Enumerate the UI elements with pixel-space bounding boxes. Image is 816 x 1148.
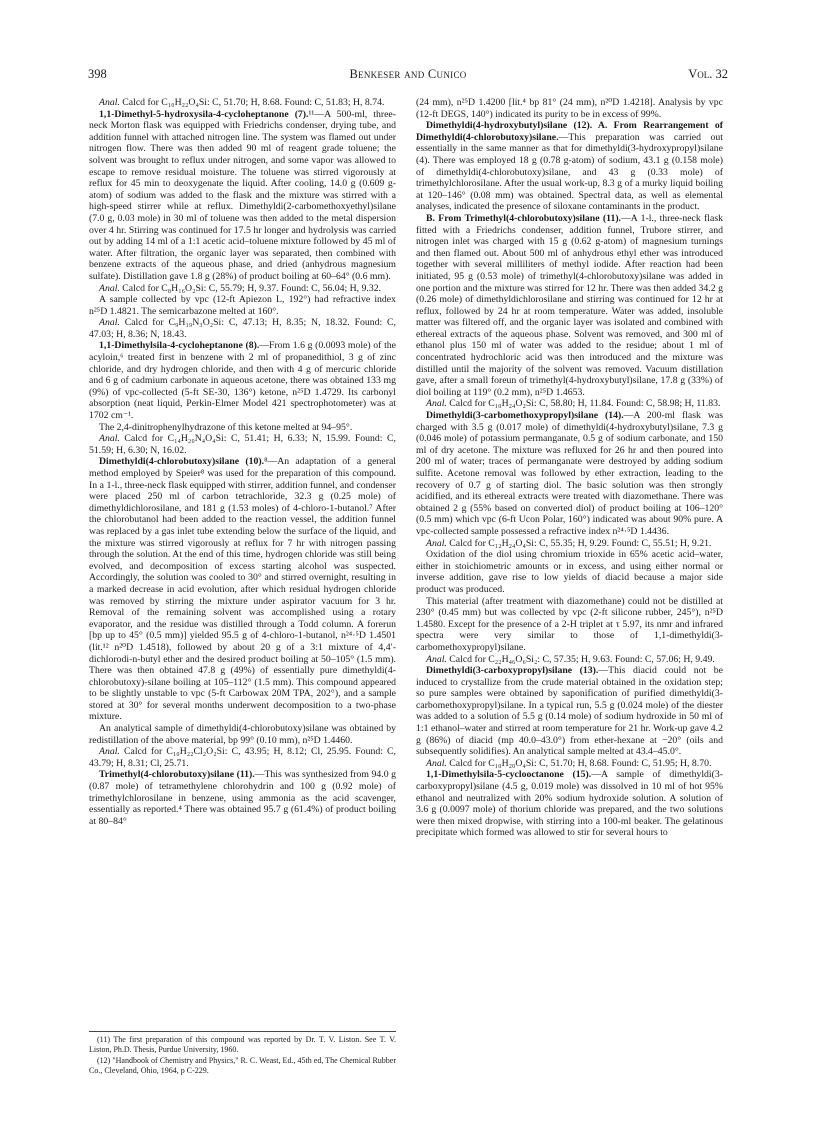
analysis-label: Anal. — [426, 653, 447, 665]
analysis-label: Anal. — [426, 537, 447, 549]
footnotes — [89, 1031, 396, 1077]
page-number: 398 — [88, 67, 107, 81]
analysis-label: Anal. — [99, 433, 120, 445]
paragraph-text: A sample collected by vpc (12-ft Apiezon L, 192°) had refractive index n²⁵D 1.4821. The semicarbazone melted at 160°. — [89, 294, 396, 317]
paragraph — [89, 422, 396, 434]
paragraph-text: Calcd for C₁₂H₂₄O₄Si: C, 55.35; H, 9.29. Found: C, 55.51; H, 9.21. — [446, 537, 712, 549]
paragraph — [89, 294, 396, 317]
paragraph — [416, 654, 723, 666]
paragraph — [89, 340, 396, 421]
analysis-label: Anal. — [99, 746, 120, 758]
paragraph — [89, 456, 396, 723]
section-heading: Dimethyldi(4-chlorobutoxy)silane (10). — [99, 456, 265, 468]
section-heading: Dimethyldi(3-carbomethoxypropyl)silane (14). — [426, 410, 624, 422]
paragraph — [416, 769, 723, 839]
paragraph-text: Calcd for C₁₀H₂₄O₂Si: C, 58.80; H, 11.84. Found: C, 58.98; H, 11.83. — [446, 398, 721, 410]
analysis-label: Anal. — [99, 97, 120, 108]
analysis-label: Anal. — [99, 282, 120, 294]
paragraph — [416, 758, 723, 770]
paragraph — [416, 549, 723, 595]
paragraph — [416, 120, 723, 213]
footnote: (11) The first preparation of this compound was reported by Dr. T. V. Liston. See T. V. Liston, Ph.D. Thesis, Purdue University, 1960. — [89, 1035, 396, 1054]
paragraph-text: ⁸—An adaptation of a general method employed by Speier⁸ was used for the preparation of this compound. In a 1-l., three-neck flask equipped with stirrer, addition funnel, and condenser were placed 250 ml of carbon tetrachloride, 32.3 g (0.25 mole) of dimethyldichlorosilane, and 181 g (1.53 moles) of 4-chloro-1-butanol.⁷ After the chlorobutanol had been added to the reaction vessel, the addition funnel was replaced by a gas inlet tube extending below the surface of the liquid, and the mixture was stirred vigorously at reflux for 7 hr with nitrogen passing through the solution. At the end of this time, hydrogen chloride was still being evolved, and decomposition of excess starting alcohol was suspected. Accordingly, the solution was cooled to 30° and stirred overnight, resulting in a marked decrease in acid evolution, after which residual hydrogen chloride was removed by stirring the mixture under aspirator vacuum for 3 hr. Removal of the remaining solvent was accomplished using a rotary evaporator, and the residue was distilled through a Todd column. A forerun [bp up to 45° (0.5 mm)] yielded 95.5 g of 4-chloro-1-butanol, n²⁴·⁵D 1.4501 (lit.¹² n²⁰D 1.4518), followed by about 20 g of a 3:1 mixture of 4,4′-dichlorodi-n-butyl ether and the desired product boiling at 50–105° (1.5 mm). There was then obtained 47.8 g (49%) of essentially pure dimethyldi(4-chlorobutoxy)-silane boiling at 105–112° (1.5 mm). This compound appeared to be slightly unstable to vpc (5-ft Carbowax 20M TPA, 202°), and a sample stored at 30° for several months underwent decomposition to a two-phase mixture. — [89, 456, 397, 723]
right-column — [416, 97, 723, 839]
paragraph-text: —A 1-l., three-neck flask fitted with a Friedrichs condenser, addition funnel, Trubore stirrer, and nitrogen inlet was charged with 15 g (0.62 g-atom) of magnesium turnings and then flamed out. About 500 ml of anhydrous ethyl ether was introduced together with several milliliters of methyl iodide. After reaction had been initiated, 95 g (0.53 mole) of trimethyl(4-chlorobutoxy)silane was added in one portion and the mixture was stirred for 12 hr. There was then added 34.2 g (0.26 mole) of dimethyldichlorosilane and stirring was continued for 12 hr at reflux, followed by 24 hr at room temperature. Water was added, insoluble matter was filtered off, and the organic layer was isolated and combined with ethereal extracts of the aqueous phase. Solvent was removed, and 300 ml of ethanol plus 150 ml of water was added to the residue; about 1 ml of concentrated hydrochloric acid was then introduced and the mixture was distilled until the majority of the solvent was removed. Vacuum distillation gave, after a small foreun of trimethyl(4-hydroxybutyl)silane, 17.8 g (33%) of diol boiling at 119° (0.2 mm), n²⁵D 1.4653. — [416, 212, 723, 398]
section-heading: 1,1-Dimethyl-5-hydroxysila-4-cycloheptanone (7). — [99, 108, 309, 120]
paragraph-text: Calcd for C₁₀H₂₂Cl₂O₂Si: C, 43.95; H, 8.12; Cl, 25.95. Found: C, 43.79; H, 8.31; Cl, 25.71. — [89, 746, 396, 769]
paragraph — [416, 410, 723, 538]
running-header — [88, 67, 728, 83]
paragraph-text: An analytical sample of dimethyldi(4-chlorobutoxy)silane was obtained by redistillation of the above material, bp 99° (0.10 mm), n²⁵D 1.4460. — [89, 723, 396, 746]
left-column — [89, 97, 396, 827]
paragraph — [89, 109, 396, 283]
paragraph — [416, 538, 723, 550]
paragraph-text: Calcd for C₈H₁₆O₂Si: C, 55.79; H, 9.37. Found: C, 56.04; H, 9.32. — [119, 282, 382, 294]
paragraph-text: Calcd for C₁₀H₂₂O₄Si: C, 51.70; H, 8.68. Found: C, 51.83; H, 8.74. — [119, 97, 385, 108]
paragraph — [416, 665, 723, 758]
paragraph — [416, 213, 723, 399]
paragraph — [89, 746, 396, 769]
analysis-label: Anal. — [426, 757, 447, 769]
paragraph — [89, 283, 396, 295]
paragraph-text: Calcd for C₉H₁₉N₃O₂Si: C, 47.13; H, 8.35; N, 18.32. Found: C, 47.03; H, 8.36; N, 18.43. — [89, 317, 396, 340]
paragraph — [89, 317, 396, 340]
paragraph-text: —From 1.6 g (0.0093 mole) of the acyloin,⁶ treated first in benzene with 2 ml of propanedithiol, 3 g of zinc chloride, and dry hydrogen chloride, and then with 4 g of mercuric chloride and 6 g of cadmium carbonate in aqueous acetone, there was obtained 133 mg (9%) of vpc-collected (5-ft SE-30, 136°) ketone, n²⁵D 1.4729. Its carbonyl absorption (neat liquid, Perkin-Elmer Model 421 spectrophotometer) was at 1702 cm⁻¹. — [89, 340, 396, 422]
paragraph — [416, 596, 723, 654]
paragraph-text: The 2,4-dinitrophenylhydrazone of this ketone melted at 94–95°. — [99, 421, 353, 433]
analysis-label: Anal. — [99, 317, 120, 329]
section-heading: Trimethyl(4-chlorobutoxy)silane (11). — [99, 769, 255, 781]
volume-label: Vol. 32 — [688, 67, 728, 81]
paragraph-text: —This preparation was carried out essentially in the same manner as that for dimethyldi(3-hydroxypropyl)silane (4). There was employed 18 g (0.78 g-atom) of sodium, 43.1 g (0.158 mole) of dimethyldi(4-chlorobutoxy)silane, and 43 g (0.33 mole) of trimethylchlorosilane. After the usual work-up, 8.3 g of a murky liquid boiling at 120–146° (0.08 mm) was obtained. Spectral data, as well as elemental analyses, indicated the presence of siloxane contaminants in the product. — [416, 131, 723, 213]
paragraph-text: Calcd for C₁₄H₂₀N₄O₄Si: C, 51.41; H, 6.33; N, 15.99. Found: C, 51.59; H, 6.30; N, 16.02. — [89, 433, 396, 456]
analysis-label: Anal. — [426, 398, 447, 410]
paragraph — [89, 433, 396, 456]
paragraph — [89, 97, 396, 109]
footnote: (12) "Handbook of Chemistry and Physics," R. C. Weast, Ed., 45th ed, The Chemical Rubber Co., Cleveland, Ohio, 1964, p C-229. — [89, 1056, 396, 1075]
paragraph-text: Calcd for C₂₂H₄₆O₆Si₂: C, 57.35; H, 9.63. Found: C, 57.06; H, 9.49. — [446, 653, 715, 665]
paragraph-text: This material (after treatment with diazomethane) could not be distilled at 230° (0.45 mm) but was collected by vpc (2-ft silicone rubber, 245°), n²⁵D 1.4580. Except for the presence of a 2-H triplet at τ 5.97, its nmr and infrared spectra were very similar to those of 1,1-dimethyldi(3-carbomethoxypropyl)silane. — [416, 595, 723, 653]
section-heading: Dimethyldi(3-carboxypropyl)silane (13). — [426, 665, 599, 677]
paragraph-text: —A 200-ml flask was charged with 3.5 g (0.017 mole) of dimethyldi(4-hydroxybutyl)silane, 7.3 g (0.046 mole) of potassium permanganate, 0.5 g of sodium carbonate, and 150 ml of dry acetone. The mixture was refluxed for 26 hr and then poured into 200 ml of water; traces of permanganate were destroyed by adding sodium sulfite. Acetone removal was followed by ether extraction, leading to the recovery of 0.7 g of starting diol. The basic solution was then strongly acidified, and its ethereal extracts were treated with diazomethane. There was obtained 2 g (55% based on converted diol) of product boiling at 106–120° (0.5 mm) which vpc (6-ft Ucon Polar, 160°) indicated was about 90% pure. A vpc-collected sample possessed a refractive index n²⁴·⁵D 1.4436. — [416, 410, 723, 537]
paragraph-text: Calcd for C₁₀H₂₀O₄Si: C, 51.70; H, 8.68. Found: C, 51.95; H, 8.70. — [446, 757, 712, 769]
paragraph-text: —This was synthesized from 94.0 g (0.87 mole) of tetramethylene chlorohydrin and 100 g (0.92 mole) of trimethylchlorosilane in benzene, using ammonia as the acid scavenger, essentially as reported.⁴ There was obtained 95.7 g (61.4%) of product boiling at 80–84° — [89, 769, 396, 827]
paragraph — [416, 97, 723, 120]
paragraph — [89, 769, 396, 827]
paragraph-text: Oxidation of the diol using chromium trioxide in 65% acetic acid–water, either in stoichiometric amounts or in excess, and using either normal or inverse addition, gave rise to low yields of diacid because a major side product was produced. — [416, 549, 723, 595]
section-heading: B. From Trimethyl(4-chlorobutoxy)silane (11). — [426, 212, 621, 224]
paragraph — [416, 398, 723, 410]
paragraph-text: ¹¹—A 500-ml, three-neck Morton flask was equipped with Friedrichs condenser, drying tube, and addition funnel with attached nitrogen line. The system was flamed out under nitrogen flow. There was then added 90 ml of reagent grade toluene; the solvent was brought to reflux under nitrogen, and some vapor was allowed to escape to remove residual moisture. The toluene was stirred vigorously at reflux for 45 min to deoxygenate the liquid. After cooling, 14.0 g (0.609 g-atom) of sodium was added to the flask and the mixture was stirred with a high-speed stirrer while at reflux. Dimethyldi(2-carbomethoxyethyl)silane (7.0 g, 0.03 mole) in 30 ml of toluene was then added to the metal dispersion over 4 hr. Stirring was continued for 17.5 hr longer and hydrolysis was carried out by adding 14 ml of a 1:1 acetic acid–toluene mixture followed by 45 ml of water. After filtration, the organic layer was separated, then combined with benzene extracts of the aqueous phase, and dried (anhydrous magnesium sulfate). Distillation gave 1.8 g (28%) of product boiling at 60–64° (0.6 mm). — [89, 108, 396, 282]
paragraph-text: —This diacid could not be induced to crystallize from the crude material obtained in the oxidation step; so pure samples were obtained by saponification of purified dimethyldi(3-carbomethoxypropyl)silane. In a typical run, 5.5 g (0.024 mole) of the diester was added to a solution of 5.5 g (0.14 mole) of sodium hydroxide in 50 ml of 1:1 ethanol–water and stirred at room temperature for 21 hr. Work-up gave 4.2 g (86%) of diacid (mp 40.0–43.0°) from ether-hexane at −20° (oils and subsequently solidifies). An analytical sample melted at 43.4–45.0°. — [416, 665, 723, 758]
section-heading: 1,1-Dimethylsila-4-cycloheptanone (8). — [99, 340, 260, 352]
running-head-authors: Benkeser and Cunico — [349, 67, 467, 81]
paragraph — [89, 723, 396, 746]
paragraph-text: (24 mm), n²⁵D 1.4200 [lit.⁴ bp 81° (24 mm), n²⁰D 1.4218]. Analysis by vpc (12-ft DEGS, 140°) indicated its purity to be in excess of 99%. — [416, 97, 723, 120]
section-heading: 1,1-Dimethylsila-5-cyclooctanone (15). — [426, 769, 592, 781]
paragraph-text: —A sample of dimethyldi(3-carboxypropyl)silane (4.5 g, 0.019 mole) was dissolved in 10 ml of hot 95% ethanol and neutralized with 20% sodium hydroxide solution. A solution of 3.6 g (0.0097 mole) of thorium chloride was prepared, and the two solutions were then mixed dropwise, with stirring into a 100-ml beaker. The gelatinous precipitate which formed was allowed to stir for several hours to — [416, 769, 723, 839]
section-heading: Dimethyldi(4-hydroxybutyl)silane (12). A. From Rearrangement of Dimethyldi(4-chlorobutoxy)silane. — [416, 120, 723, 143]
